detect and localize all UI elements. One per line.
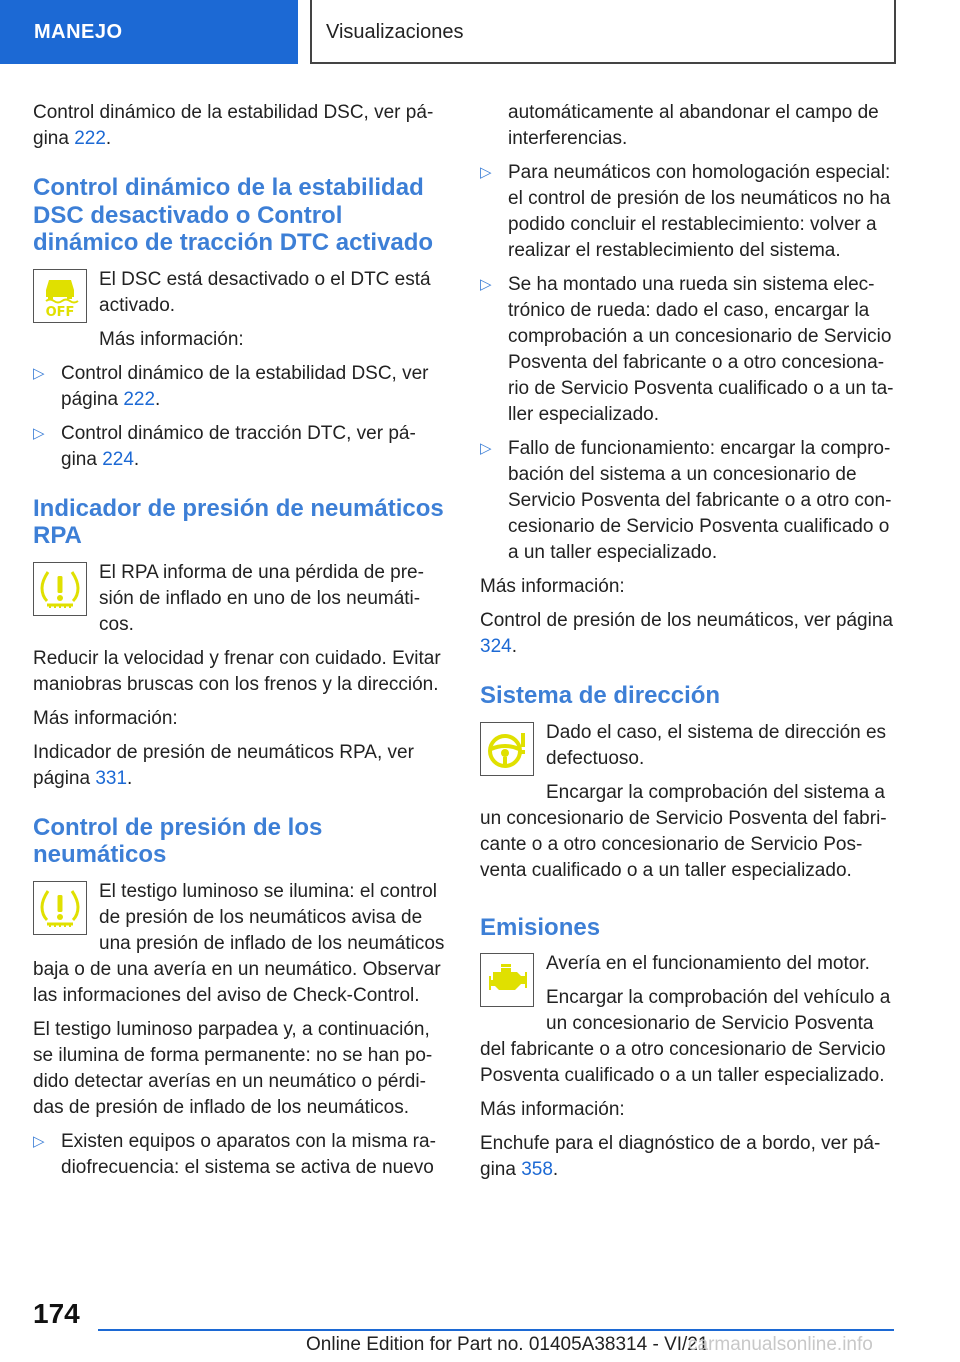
left-column	[33, 100, 445, 1189]
page-link-358[interactable]: 358	[521, 1159, 553, 1180]
heading-dsc: Control dinámico de la estabilidad DSC desactivado o Control dinámico de tracción DTC activado	[33, 174, 434, 256]
page-link-224[interactable]: 224	[102, 448, 134, 470]
dsc-body: El DSC está desactivado o el DTC está activado.	[99, 268, 431, 316]
dsc-more: Más información:	[99, 328, 244, 350]
heading-rpa: Indicador de presión de neumáticos RPA	[33, 494, 444, 549]
emissions-block	[480, 951, 894, 1097]
triangle-bullet-icon: ▷	[480, 276, 492, 293]
list-item: ▷ Para neumáticos con homologación especial: el control de presión de los neumáticos no ha podido concluir el restablecimiento: volver a realizar el restablecimiento del sistema.	[480, 160, 894, 264]
rpa-block	[33, 560, 445, 646]
list-item: ▷ Control dinámico de tracción DTC, ver página 224.	[33, 421, 445, 473]
tpm-ref: Control de presión de los neumáticos, ver página 324.	[480, 610, 893, 657]
emissions-body: Avería en el funcionamiento del motor.	[546, 953, 870, 974]
heading-steering: Sistema de dirección	[480, 682, 721, 709]
list-item-continued: automáticamente al abandonar el campo de interferencias.	[508, 102, 879, 149]
tpm-block	[33, 879, 445, 1017]
triangle-bullet-icon: ▷	[33, 1132, 45, 1150]
chapter-tab[interactable]: MANEJO	[0, 0, 298, 64]
page-link-324[interactable]: 324	[480, 636, 512, 657]
heading-tpm: Control de presión de los neumáticos	[33, 813, 323, 868]
tpm-blink: El testigo luminoso parpadea y, a continuación, se ilumina de forma permanente: no se han podido detectar averías en un neumático o pérdidas de presión de inflado de los neumáticos.	[33, 1018, 433, 1118]
triangle-bullet-icon: ▷	[480, 164, 492, 181]
tire-pressure-warning-icon	[33, 881, 87, 935]
list-item: ▷ Se ha montado una rueda sin sistema electrónico de rueda: dado el caso, encargar la comprobación a un concesionario de Servicio Posventa del fabricante o a otro concesionario de Servicio Posventa cualificado o a un taller especializado.	[480, 272, 894, 428]
page-number: 174	[33, 1298, 80, 1329]
dsc-block	[33, 267, 445, 361]
triangle-bullet-icon: ▷	[33, 424, 45, 442]
emissions-body2: Encargar la comprobación del vehículo a un concesionario de Servicio Posventa del fabricante o a otro concesionario de Servicio Posventa cualificado o a un taller especializado.	[480, 987, 891, 1086]
watermark: carmanualsonline.info	[688, 1334, 873, 1355]
steering-warning-icon	[480, 722, 534, 776]
tpm-body: El testigo luminoso se ilumina: el control de presión de los neumáticos avisa de una presión de inflado de los neumáticos baja o de una avería en un neumático. Observar las informaciones del aviso de Check-Control.	[33, 880, 445, 1006]
rpa-ref: Indicador de presión de neumáticos RPA, ver página 331.	[33, 741, 414, 789]
heading-emissions: Emisiones	[480, 913, 601, 941]
emissions-ref: Enchufe para el diagnóstico de a bordo, ver página 358.	[480, 1133, 881, 1180]
edition-text: Online Edition for Part no. 01405A38314 - VI/21	[306, 1334, 709, 1355]
rpa-advice: Reducir la velocidad y frenar con cuidado. Evitar maniobras bruscas con los frenos y la dirección.	[33, 647, 441, 695]
intro-paragraph: Control dinámico de la estabilidad DSC, ver página 222.	[33, 102, 434, 149]
page-link-222[interactable]: 222	[123, 388, 156, 410]
steering-body2: Encargar la comprobación del sistema a un concesionario de Servicio Posventa del fabricante o a otro concesionario de Servicio Posventa cualificado o a un taller especializado.	[480, 781, 887, 881]
section-title: Visualizaciones	[310, 0, 896, 64]
list-item: ▷ Control dinámico de la estabilidad DSC, ver página 222.	[33, 361, 445, 413]
check-engine-icon	[480, 953, 534, 1007]
footer-divider	[98, 1329, 894, 1331]
page-link-331[interactable]: 331	[95, 767, 128, 789]
tpm-more: Más información:	[480, 576, 625, 597]
svg-text:OFF: OFF	[45, 304, 75, 320]
emissions-more: Más información:	[480, 1099, 625, 1120]
list-item: ▷ Existen equipos o aparatos con la misma radiofrecuencia: el sistema se activa de nuevo	[33, 1129, 445, 1181]
page-link-222[interactable]: 222	[74, 128, 106, 149]
steering-block	[480, 720, 894, 892]
list-item: ▷ Fallo de funcionamiento: encargar la comprobación del sistema a un concesionario de Servicio Posventa del fabricante o a otro concesionario de Servicio Posventa cualificado o a un taller especializado.	[480, 436, 894, 566]
rpa-more: Más información:	[33, 707, 178, 729]
rpa-body: El RPA informa de una pérdida de presión de inflado en uno de los neumáticos.	[99, 561, 424, 635]
dsc-off-icon	[33, 269, 87, 323]
right-column	[480, 100, 894, 1191]
triangle-bullet-icon: ▷	[33, 364, 45, 382]
tire-pressure-warning-icon	[33, 562, 87, 616]
triangle-bullet-icon: ▷	[480, 440, 492, 457]
steering-body: Dado el caso, el sistema de dirección es defectuoso.	[546, 721, 887, 769]
